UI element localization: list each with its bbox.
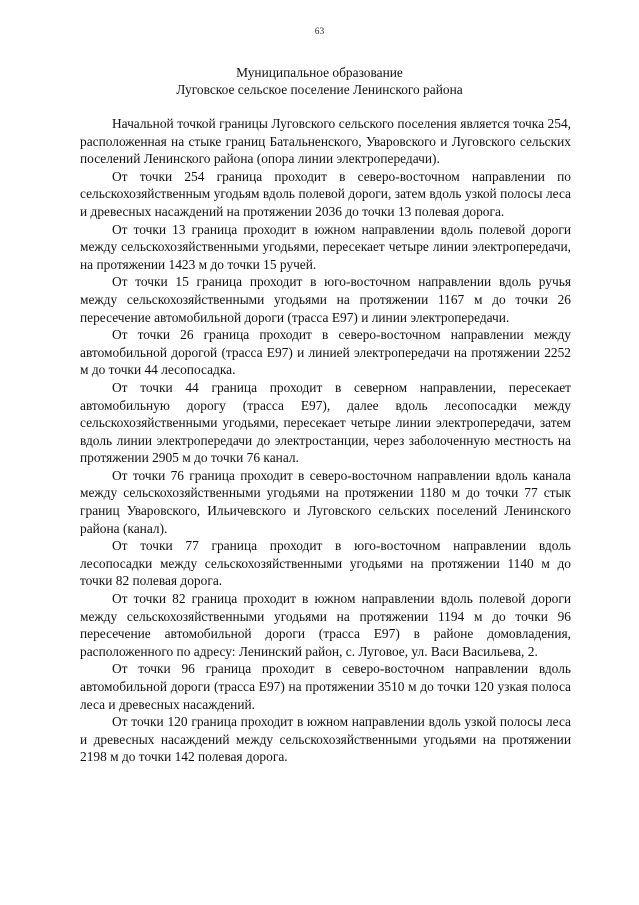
page-number: 63 xyxy=(314,27,325,37)
paragraph: От точки 13 граница проходит в южном направлении вдоль полевой дороги между сельскохозяйственными угодьями, пересекает четыре линии электропередачи, на протяжении 1423 м до точки 15 ручей. xyxy=(80,221,571,272)
paragraph: От точки 82 граница проходит в южном направлении вдоль полевой дороги между сельскохозяйственными угодьями на протяжении 1194 м до точки 96 пересечение автомобильной дороги (трасса Е97) в районе домовладения, расположенного по адресу: Ленинский район, с. Луговое, ул. Васи Васильева, 2. xyxy=(80,591,571,659)
document-body xyxy=(80,115,571,766)
paragraph: От точки 15 граница проходит в юго-восточном направлении вдоль ручья между сельскохозяйственными угодьями на протяжении 1167 м до точки 26 пересечение автомобильной дороги (трасса Е97) и линии электропередачи. xyxy=(80,274,571,325)
heading-line-1: Муниципальное образование xyxy=(236,65,403,80)
paragraph: От точки 26 граница проходит в северо-восточном направлении между автомобильной дорогой (трасса Е97) и линией электропередачи на протяжении 2252 м до точки 44 лесопосадка. xyxy=(80,327,571,378)
paragraph: От точки 96 граница проходит в северо-восточном направлении вдоль автомобильной дороги (трасса Е97) на протяжении 3510 м до точки 120 узкая полоса леса и древесных насаждений. xyxy=(80,661,571,712)
paragraph: От точки 76 граница проходит в северо-восточном направлении вдоль канала между сельскохозяйственными угодьями на протяжении 1180 м до точки 77 стык границ Уваровского, Ильичевского и Луговского сельских поселений Ленинского района (канал). xyxy=(80,467,571,536)
paragraph: От точки 44 граница проходит в северном направлении, пересекает автомобильную дорогу (трасса Е97), далее вдоль лесопосадки между сельскохозяйственными угодьями, пересекает четыре линии электропередачи, затем вдоль линии электропередачи до электростанции, через заболоченную местность на протяжении 2905 м до точки 76 канал. xyxy=(80,379,571,466)
paragraph: От точки 254 граница проходит в северо-восточном направлении по сельскохозяйственным угодьям вдоль полевой дороги, затем вдоль узкой полосы леса и древесных насаждений на протяжении 2036 до точки 13 полевая дорога. xyxy=(80,168,571,219)
paragraph: Начальной точкой границы Луговского сельского поселения является точка 254, расположенная на стыке границ Батальненского, Уваровского и Луговского сельских поселений Ленинского района (опора линии электропередачи). xyxy=(80,116,571,167)
document-heading xyxy=(60,64,579,98)
paragraph: От точки 120 граница проходит в южном направлении вдоль узкой полосы леса и древесных насаждений между сельскохозяйственными угодьями на протяжении 2198 м до точки 142 полевая дорога. xyxy=(80,714,571,765)
heading-line-2: Луговское сельское поселение Ленинского района xyxy=(176,82,463,97)
paragraph: От точки 77 граница проходит в юго-восточном направлении вдоль лесопосадки между сельскохозяйственными угодьями на протяжении 1140 м до точки 82 полевая дорога. xyxy=(80,538,571,589)
